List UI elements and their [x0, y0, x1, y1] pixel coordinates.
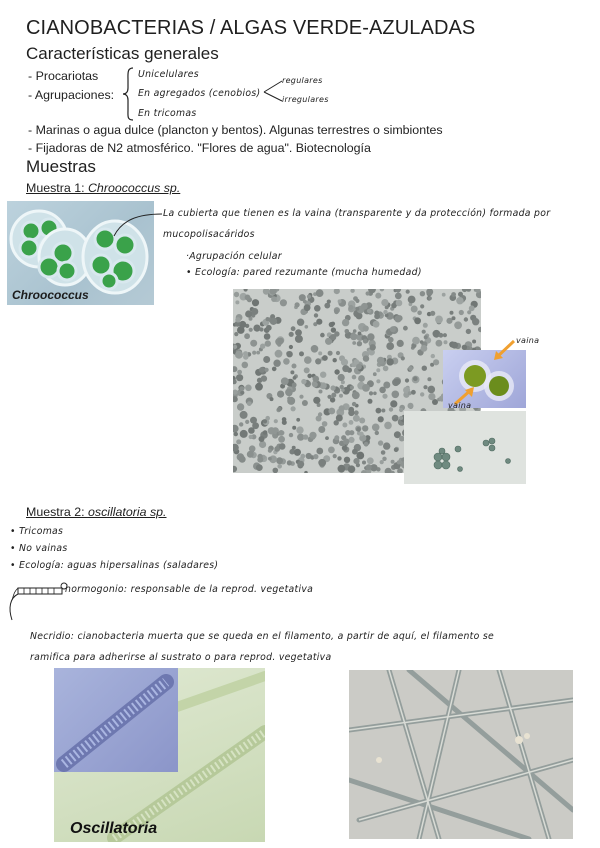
muestra1-bullet-agrupacion: ·Agrupación celular — [186, 251, 282, 262]
agrupacion-unicelulares: Unicelulares — [138, 69, 199, 80]
brace-icon — [122, 66, 136, 122]
oscillatoria-caption: Oscillatoria — [70, 820, 158, 837]
agregados-regulares: regulares — [282, 76, 323, 85]
vaina-label-bottom: vaina — [448, 401, 472, 410]
text-procariotas: - Procariotas — [28, 69, 99, 83]
muestra1-heading: Muestra 1: Chroococcus sp. — [26, 181, 181, 195]
oscillatoria-inset-photo — [54, 668, 178, 772]
pointer-line-icon — [112, 208, 164, 238]
oscillatoria-micrograph — [349, 670, 573, 839]
branch-arrows-icon — [262, 78, 284, 104]
muestra1-note-line1: La cubierta que tienen es la vaina (transparente y da protección) formada por — [163, 208, 551, 219]
chroococcus-caption: Chroococcus — [12, 288, 89, 302]
muestra2-bullet-ecologia: • Ecología: aguas hipersalinas (saladares) — [10, 560, 219, 571]
page-title: CIANOBACTERIAS / ALGAS VERDE-AZULADAS — [26, 17, 476, 39]
necridio-note-line2: ramifica para adherirse al sustrato o para reprod. vegetativa — [30, 652, 332, 663]
filament-sketch-icon — [6, 578, 72, 628]
agregados-irregulares: irregulares — [282, 95, 329, 104]
vaina-label-top: vaina — [516, 336, 540, 345]
agrupacion-tricomas: En tricomas — [138, 108, 197, 119]
muestra1-note-line2: mucopolisacáridos — [163, 229, 255, 240]
necridio-note-line1: Necridio: cianobacteria muerta que se queda en el filamento, a partir de aquí, el filamento se — [30, 631, 495, 642]
section-heading-general: Características generales — [26, 44, 219, 63]
agrupacion-agregados: En agregados (cenobios) — [138, 88, 261, 99]
oscillatoria-photo — [54, 668, 265, 842]
hormogonio-note: hormogonio: responsable de la reprod. vegetativa — [65, 584, 314, 595]
chroococcus-inset-photo — [404, 411, 526, 484]
muestra2-heading: Muestra 2: oscillatoria sp. — [26, 505, 167, 519]
section-heading-muestras: Muestras — [26, 157, 96, 176]
muestra1-bullet-ecologia: • Ecología: pared rezumante (mucha humedad) — [186, 267, 422, 278]
text-marinas: - Marinas o agua dulce (plancton y bentos). Algunas terrestres o simbiontes — [28, 123, 443, 137]
text-agrupaciones: - Agrupaciones: — [28, 88, 115, 102]
text-fijadoras: - Fijadoras de N2 atmosférico. "Flores de agua". Biotecnología — [28, 141, 371, 155]
muestra2-bullet-tricomas: • Tricomas — [10, 526, 64, 537]
muestra2-bullet-novainas: • No vainas — [10, 543, 68, 554]
